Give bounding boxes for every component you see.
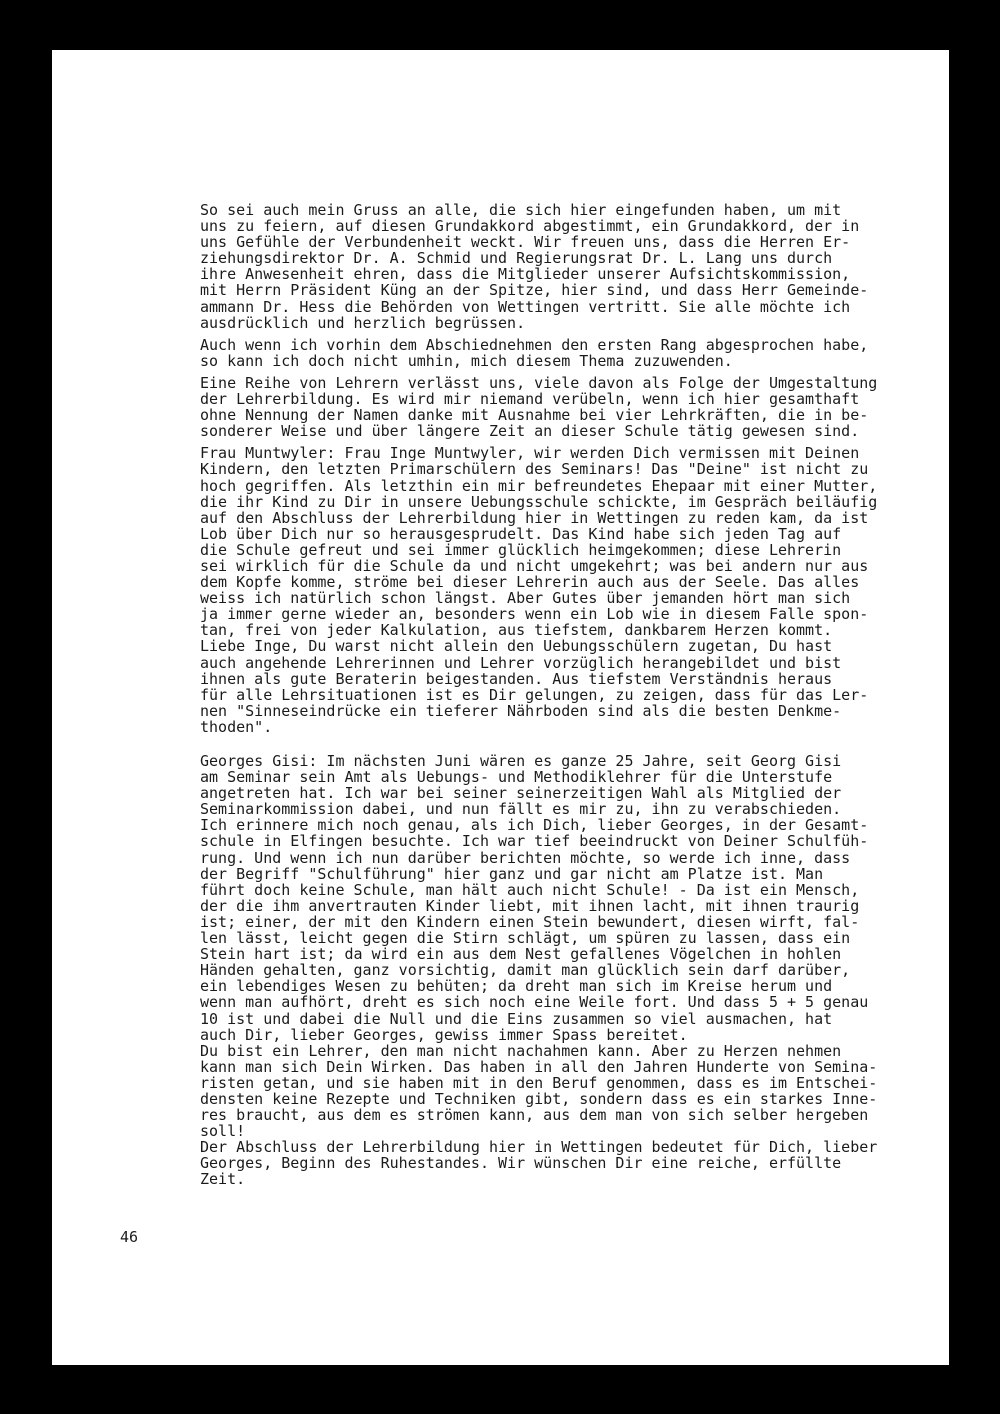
paragraph-gisi xyxy=(200,753,920,1188)
paragraph-teachers-leaving xyxy=(200,375,920,439)
text-line: ohne Nennung der Namen danke mit Ausnahme bei vier Lehrkräften, die in be- xyxy=(200,406,869,425)
text-line: angetreten hat. Ich war bei seiner seinerzeitigen Wahl als Mitglied der xyxy=(200,784,842,803)
text-line: so kann ich doch nicht umhin, mich diesem Thema zuzuwenden. xyxy=(200,351,733,370)
text-line: führt doch keine Schule, man hält auch nicht Schule! - Da ist ein Mensch, xyxy=(200,880,860,899)
text-line: sei wirklich für die Schule da und nicht umgekehrt; was bei andern nur aus xyxy=(200,556,869,575)
text-line: Eine Reihe von Lehrern verlässt uns, viele davon als Folge der Umgestaltung xyxy=(200,373,878,392)
text-line: Stein hart ist; da wird ein aus dem Nest gefallenes Vögelchen in hohlen xyxy=(200,945,842,964)
text-line: densten keine Rezepte und Techniken gibt, sondern dass es ein starkes Inne- xyxy=(200,1089,878,1108)
text-line: Frau Muntwyler: Frau Inge Muntwyler, wir werden Dich vermissen mit Deinen xyxy=(200,444,860,463)
text-line: ausdrücklich und herzlich begrüssen. xyxy=(200,313,526,332)
text-line: Du bist ein Lehrer, den man nicht nachahmen kann. Aber zu Herzen nehmen xyxy=(200,1041,842,1060)
text-line: soll! xyxy=(200,1122,246,1141)
text-line: res braucht, aus dem es strömen kann, aus dem man von sich selber hergeben xyxy=(200,1106,869,1125)
text-line: Zeit. xyxy=(200,1170,246,1189)
text-line: Ich erinnere mich noch genau, als ich Dich, lieber Georges, in der Gesamt- xyxy=(200,816,869,835)
text-line: Kindern, den letzten Primarschülern des Seminars! Das "Deine" ist nicht zu xyxy=(200,460,869,479)
text-line: am Seminar sein Amt als Uebungs- und Methodiklehrer für die Unterstufe xyxy=(200,768,833,787)
text-line: auf den Abschluss der Lehrerbildung hier in Wettingen zu reden kam, da ist xyxy=(200,508,869,527)
text-line: Liebe Inge, Du warst nicht allein den Uebungsschülern zugetan, Du hast xyxy=(200,637,833,656)
text-line: mit Herrn Präsident Küng an der Spitze, hier sind, und dass Herr Gemeinde- xyxy=(200,281,869,300)
text-line: thoden". xyxy=(200,717,273,736)
paragraph-muntwyler xyxy=(200,445,920,735)
text-line: ihre Anwesenheit ehren, dass die Mitglieder unserer Aufsichtskommission, xyxy=(200,265,851,284)
text-line: der Lehrerbildung. Es wird mir niemand verübeln, wenn ich hier gesamthaft xyxy=(200,390,860,409)
page-number: 46 xyxy=(120,1228,139,1246)
text-line: kann man sich Dein Wirken. Das haben in all den Jahren Hunderte von Semina- xyxy=(200,1057,878,1076)
text-line: Georges, Beginn des Ruhestandes. Wir wünschen Dir eine reiche, erfüllte xyxy=(200,1154,842,1173)
text-line: len lässt, leicht gegen die Stirn schlägt, um spüren zu lassen, dass ein xyxy=(200,929,851,948)
text-line: nen "Sinneseindrücke ein tieferer Nährboden sind als die besten Denkme- xyxy=(200,701,842,720)
text-line: der die ihm anvertrauten Kinder liebt, mit ihnen lacht, mit ihnen traurig xyxy=(200,896,860,915)
text-line: für alle Lehrsituationen ist es Dir gelungen, zu zeigen, dass für das Ler- xyxy=(200,685,869,704)
text-line: uns zu feiern, auf diesen Grundakkord abgestimmt, ein Grundakkord, der in xyxy=(200,217,860,236)
text-line: der Begriff "Schulführung" hier ganz und gar nicht am Platze ist. Man xyxy=(200,864,824,883)
text-line: uns Gefühle der Verbundenheit weckt. Wir freuen uns, dass die Herren Er- xyxy=(200,233,851,252)
text-line: Lob über Dich nur so herausgesprudelt. Das Kind habe sich jeden Tag auf xyxy=(200,524,842,543)
text-line: schule in Elfingen besuchte. Ich war tief beeindruckt von Deiner Schulfüh- xyxy=(200,832,869,851)
text-line: Seminarkommission dabei, und nun fällt es mir zu, ihn zu verabschieden. xyxy=(200,800,842,819)
text-line: 10 ist und dabei die Null und die Eins zusammen so viel ausmachen, hat xyxy=(200,1009,833,1028)
text-line: ist; einer, der mit den Kindern einen Stein bewundert, diesen wirft, fal- xyxy=(200,912,860,931)
text-line: Georges Gisi: Im nächsten Juni wären es ganze 25 Jahre, seit Georg Gisi xyxy=(200,752,842,770)
text-line: auch Dir, lieber Georges, gewiss immer Spass bereitet. xyxy=(200,1025,688,1044)
text-line: ihnen als gute Beraterin beigestanden. Aus tiefstem Verständnis heraus xyxy=(200,669,833,688)
text-line: Händen gehalten, ganz vorsichtig, damit man glücklich sein darf darüber, xyxy=(200,961,851,980)
text-line: wenn man aufhört, dreht es sich noch eine Weile fort. Und dass 5 + 5 genau xyxy=(200,993,869,1012)
text-line: So sei auch mein Gruss an alle, die sich hier eingefunden haben, um mit xyxy=(200,201,842,219)
text-line: sonderer Weise und über längere Zeit an dieser Schule tätig gewesen sind. xyxy=(200,422,860,441)
text-line: die Schule gefreut und sei immer glücklich heimgekommen; diese Lehrerin xyxy=(200,540,842,559)
text-line: ammann Dr. Hess die Behörden von Wettingen vertritt. Sie alle möchte ich xyxy=(200,297,851,316)
text-line: Auch wenn ich vorhin dem Abschiednehmen den ersten Rang abgesprochen habe, xyxy=(200,335,869,354)
body-text xyxy=(200,202,920,1188)
text-line: ein lebendiges Wesen zu behüten; da dreht man sich im Kreise herum und xyxy=(200,977,833,996)
text-line: weiss ich natürlich schon längst. Aber Gutes über jemanden hört man sich xyxy=(200,589,851,608)
text-line: rung. Und wenn ich nun darüber berichten möchte, so werde ich inne, dass xyxy=(200,848,851,867)
text-line: ziehungsdirektor Dr. A. Schmid und Regierungsrat Dr. L. Lang uns durch xyxy=(200,249,833,268)
text-line: Der Abschluss der Lehrerbildung hier in Wettingen bedeutet für Dich, lieber xyxy=(200,1138,878,1157)
paragraph-farewell-intro xyxy=(200,337,920,369)
paragraph-greeting xyxy=(200,202,920,331)
text-line: risten getan, und sie haben mit in den Beruf genommen, dass es im Entschei- xyxy=(200,1073,878,1092)
text-line: hoch gegriffen. Als letzthin ein mir befreundetes Ehepaar mit einer Mutter, xyxy=(200,476,878,495)
text-line: ja immer gerne wieder an, besonders wenn ein Lob wie in diesem Falle spon- xyxy=(200,605,869,624)
text-line: die ihr Kind zu Dir in unsere Uebungsschule schickte, im Gespräch beiläufig xyxy=(200,492,878,511)
text-line: tan, frei von jeder Kalkulation, aus tiefstem, dankbarem Herzen kommt. xyxy=(200,621,833,640)
text-line: auch angehende Lehrerinnen und Lehrer vorzüglich herangebildet und bist xyxy=(200,653,842,672)
text-line: dem Kopfe komme, ströme bei dieser Lehrerin auch aus der Seele. Das alles xyxy=(200,573,860,592)
